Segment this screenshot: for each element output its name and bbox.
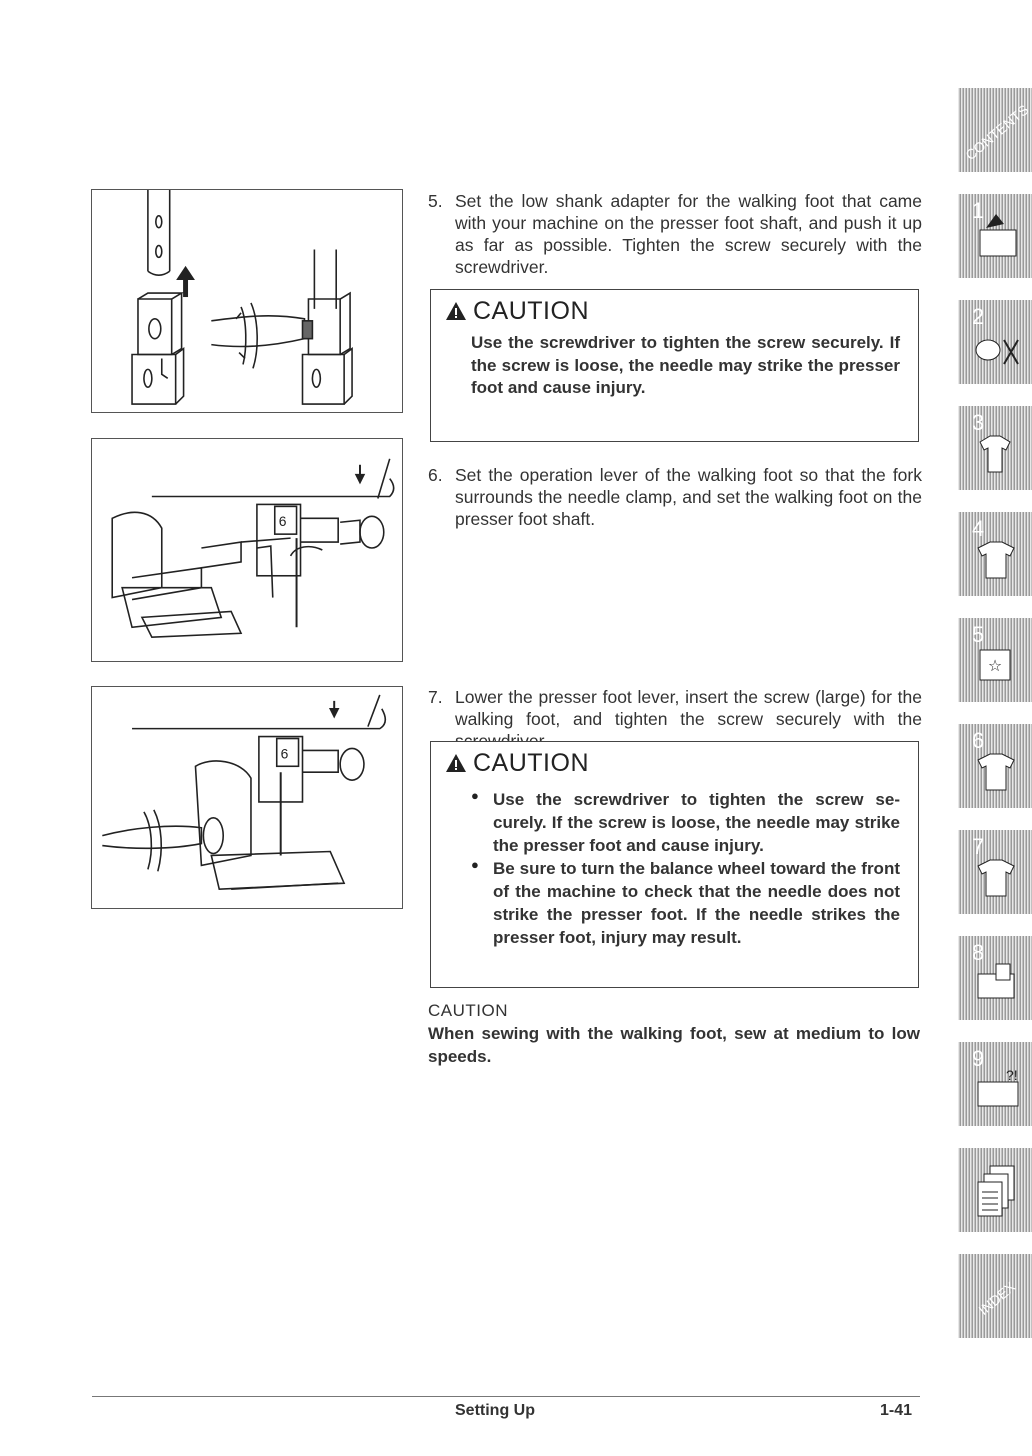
- tab-index[interactable]: [958, 1254, 1032, 1338]
- caution-title: CAUTION: [473, 749, 589, 777]
- caution-bullet-text: Use the screwdriver to tighten the screw se-curely. If the screw is loose, the needle may strike the presser foot and cause injury.: [493, 790, 900, 855]
- chapter-tab-bar: [958, 88, 1032, 1420]
- step-6: [428, 464, 922, 530]
- warning-icon: [445, 301, 467, 321]
- tab-appendix[interactable]: [958, 1148, 1032, 1232]
- needle-clamp-label: 6: [278, 513, 287, 530]
- step-number: 7.: [428, 687, 443, 707]
- caution-bullet-list: [445, 788, 900, 949]
- speed-caution-title: CAUTION: [428, 1001, 508, 1020]
- svg-text:4: 4: [972, 516, 985, 541]
- tab-chapter-6[interactable]: [958, 724, 1032, 808]
- needle-clamp-label: 6: [280, 745, 289, 762]
- svg-text:8: 8: [972, 940, 985, 965]
- tab-chapter-4[interactable]: [958, 512, 1032, 596]
- caution-text: Use the screwdriver to tighten the screw securely. If the screw is loose, the needle may strike the presser foot and cause injury.: [471, 333, 900, 397]
- page-number: 1-41: [880, 1402, 913, 1419]
- footer-section-title: Setting Up: [455, 1402, 535, 1419]
- tab-chapter-7[interactable]: [958, 830, 1032, 914]
- caution-bullet-text: Be sure to turn the balance wheel toward the front of the machine to check that the needle does not strike the presser foot. If the needle strikes the presser foot, injury may result.: [493, 859, 900, 947]
- index-icon: INDEX: [975, 1278, 1019, 1319]
- svg-text:3: 3: [972, 410, 985, 435]
- footer-divider: [92, 1396, 920, 1397]
- step-text: Lower the presser foot lever, insert the screw (large) for the walking foot, and tighten the screw securely with the: [455, 687, 922, 729]
- caution-title: CAUTION: [473, 297, 589, 325]
- star-frame-icon: [980, 650, 1010, 680]
- step-text: Set the operation lever of the walking foot so that the fork surrounds the needle clamp, and set the walking foot on the presser foot shaft.: [455, 465, 922, 529]
- warning-icon: [445, 753, 467, 773]
- bullet-icon: ●: [471, 788, 479, 803]
- speed-caution-text: When sewing with the walking foot, sew at medium to low speeds.: [428, 1024, 920, 1066]
- svg-text:9: 9: [972, 1046, 985, 1071]
- step-text: Set the low shank adapter for the walking foot that came with your machine on the presser foot shaft, and push it up as far as possible. Tighten the screw securely with the screwdriver.: [455, 191, 922, 277]
- caution-box-2: [430, 741, 919, 988]
- tab-contents[interactable]: [958, 88, 1032, 172]
- tab-chapter-5[interactable]: [958, 618, 1032, 702]
- step-5: [428, 190, 922, 278]
- figure-adapter-install: [91, 189, 403, 413]
- step-number: 6.: [428, 465, 443, 485]
- figure-walking-foot-set: [91, 438, 403, 662]
- tab-chapter-8[interactable]: [958, 936, 1032, 1020]
- step-number: 5.: [428, 191, 443, 211]
- svg-text:5: 5: [972, 622, 985, 647]
- svg-text:?!: ?!: [1006, 1067, 1018, 1083]
- tab-chapter-1[interactable]: [958, 194, 1032, 278]
- caution-heading: [445, 294, 900, 328]
- svg-text:1: 1: [972, 198, 985, 223]
- walking-foot-set-illustration: [92, 439, 402, 661]
- contents-icon: CONTENTS: [962, 101, 1032, 164]
- adapter-install-illustration: [92, 190, 402, 412]
- tab-chapter-2[interactable]: [958, 300, 1032, 384]
- caution-bullet: [467, 788, 900, 857]
- svg-text:6: 6: [972, 728, 985, 753]
- svg-text:7: 7: [972, 834, 985, 859]
- tab-chapter-9[interactable]: [958, 1042, 1032, 1126]
- bullet-icon: ●: [471, 857, 479, 872]
- figure-screw-tighten: [91, 686, 403, 909]
- svg-text:☆: ☆: [987, 658, 1003, 675]
- screw-tighten-illustration: [92, 687, 402, 908]
- svg-text:2: 2: [972, 304, 985, 329]
- tab-chapter-3[interactable]: [958, 406, 1032, 490]
- caution-box-1: [430, 289, 919, 442]
- caution-heading: [445, 746, 900, 780]
- caution-bullet: [467, 857, 900, 949]
